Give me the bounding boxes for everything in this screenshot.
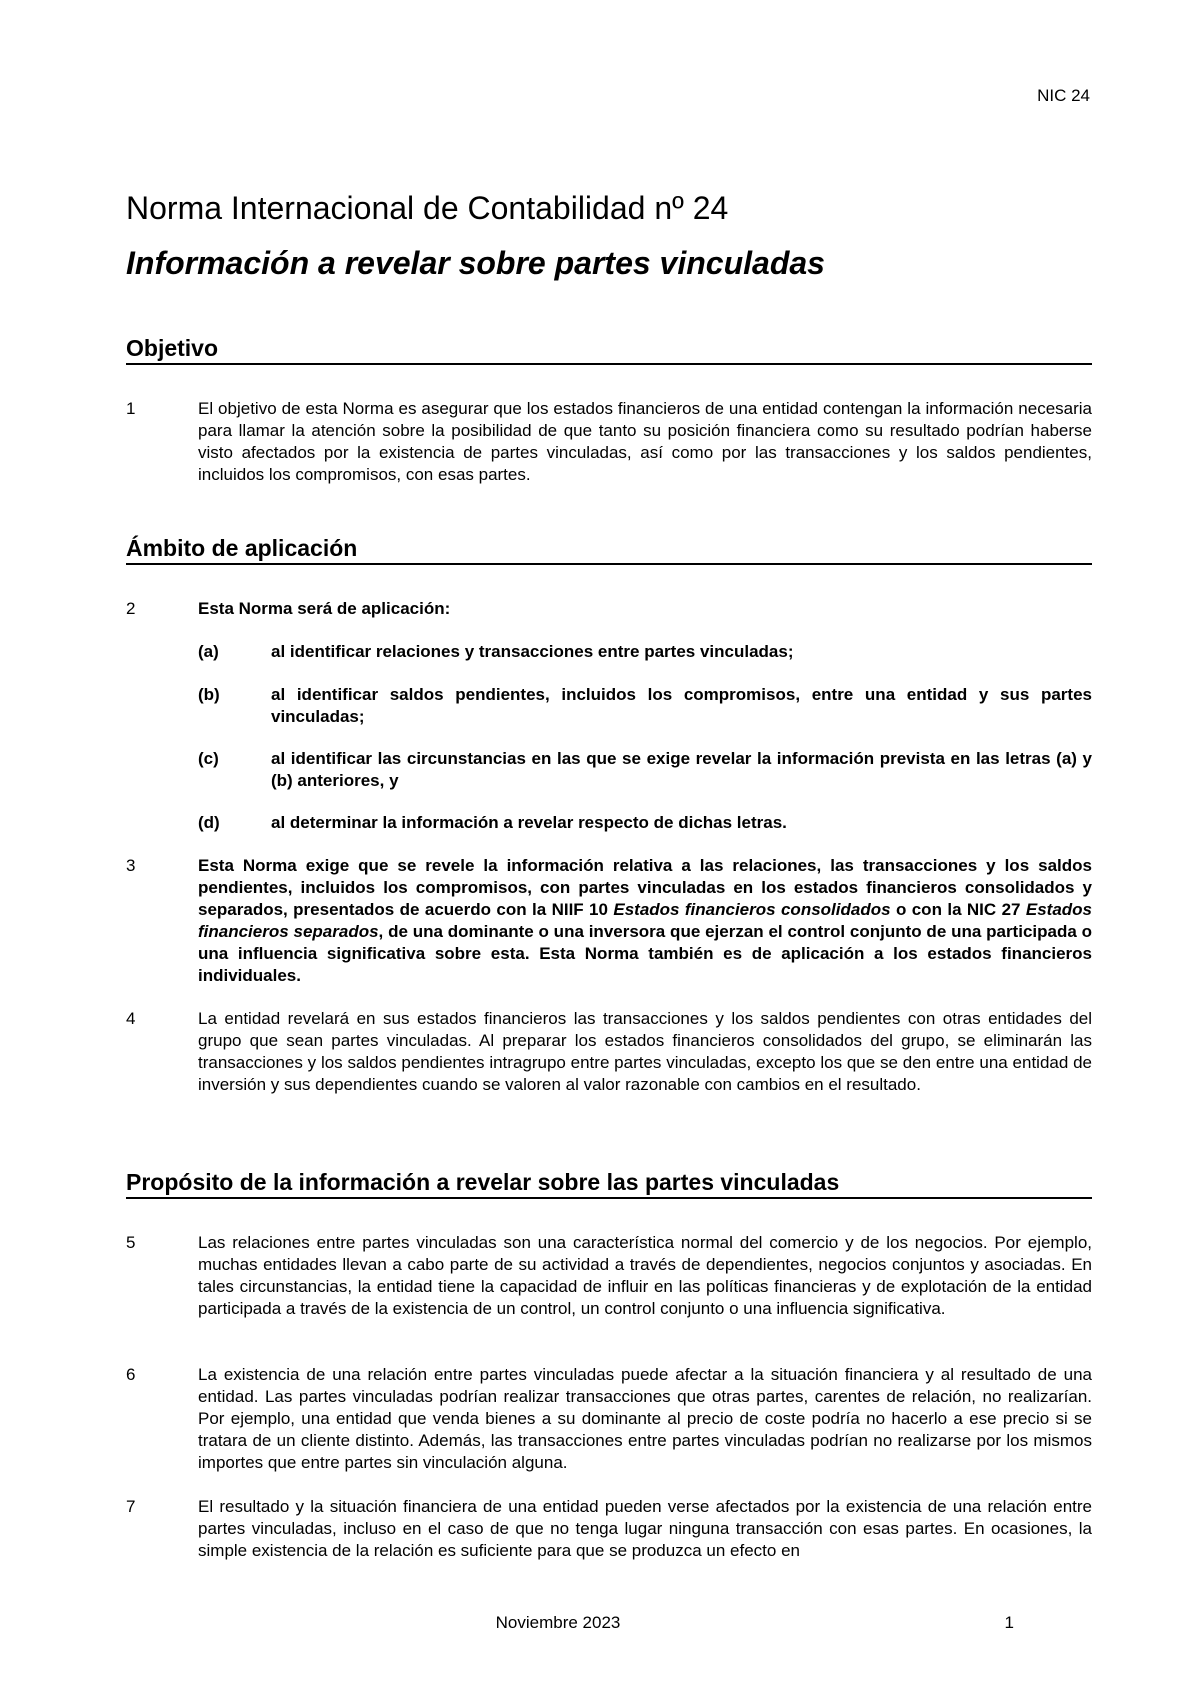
paragraph-3-italic1: Estados financieros consolidados bbox=[613, 900, 891, 919]
paragraph-2-number: 2 bbox=[126, 599, 136, 618]
footer-date: Noviembre 2023 bbox=[495, 1613, 621, 1632]
paragraph-3-italic2: Estados financieros separados bbox=[198, 900, 1093, 941]
document-title: Norma Internacional de Contabilidad nº 24 bbox=[126, 190, 729, 226]
paragraph-6-text: La existencia de una relación entre partes vinculadas puede afectar a la situación financiera y al resultado de una entidad. Las partes vinculadas podrían realizar transacciones que otras partes, carentes de relación, no realizarían. Por ejemplo, una entidad que venda bienes a su dominante al precio de coste podría no hacerlo a ese precio si se tratara de un cliente distinto. Además, las transacciones entre partes vinculadas podrían no realizarse por los mismos importes que entre partes sin vinculación alguna. bbox=[198, 1365, 1092, 1472]
paragraph-2-text: Esta Norma será de aplicación: bbox=[198, 599, 451, 618]
item-a-letter: (a) bbox=[198, 642, 219, 661]
header-standard-code: NIC 24 bbox=[1037, 86, 1090, 105]
paragraph-3-part1: Esta Norma exige que se revele la información relativa a las relaciones, las transacciones y los saldos pendientes, incluidos los compromisos, con partes vinculadas en los estados financieros consolidados y separados, presentados de acuerdo con la NIIF 10 bbox=[198, 856, 1092, 919]
item-c-text: al identificar las circunstancias en las que se exige revelar la información prevista en las letras (a) y (b) anteriores, y bbox=[271, 749, 1092, 790]
paragraph-6-number: 6 bbox=[126, 1365, 136, 1384]
paragraph-3-number: 3 bbox=[126, 856, 136, 875]
section-heading-proposito: Propósito de la información a revelar sobre las partes vinculadas bbox=[126, 1168, 1092, 1199]
paragraph-3-part3: , de una dominante o una inversora que ejerzan el control conjunto de una participada o una influencia significativa sobre esta. Esta Norma también es de aplicación a los estados financieros individuales. bbox=[198, 922, 1092, 985]
paragraph-1-text: El objetivo de esta Norma es asegurar que los estados financieros de una entidad contengan la información necesaria para llamar la atención sobre la posibilidad de que tanto su posición financiera como su resultado podrían haberse visto afectados por la existencia de partes vinculadas, así como por las transacciones y los saldos pendientes, incluidos los compromisos, con esas partes. bbox=[198, 399, 1092, 484]
paragraph-7-text: El resultado y la situación financiera de una entidad pueden verse afectados por la existencia de una relación entre partes vinculadas, incluso en el caso de que no tenga lugar ninguna transacción con esas partes. En ocasiones, la simple existencia de la relación es suficiente para que se produzca un efecto en bbox=[198, 1497, 1092, 1560]
section-heading-ambito: Ámbito de aplicación bbox=[126, 534, 1092, 565]
paragraph-3-text bbox=[198, 855, 1092, 987]
item-b-text: al identificar saldos pendientes, incluidos los compromisos, entre una entidad y sus partes vinculadas; bbox=[271, 685, 1092, 726]
paragraph-4-text: La entidad revelará en sus estados financieros las transacciones y los saldos pendientes con otras entidades del grupo que sean partes vinculadas. Al preparar los estados financieros consolidados del grupo, se eliminarán las transacciones y los saldos pendientes intragrupo entre partes vinculadas, excepto los que se den entre una entidad de inversión y sus dependientes cuando se valoren al valor razonable con cambios en el resultado. bbox=[198, 1009, 1092, 1094]
paragraph-5-text: Las relaciones entre partes vinculadas son una característica normal del comercio y de los negocios. Por ejemplo, muchas entidades llevan a cabo parte de su actividad a través de dependientes, negocios conjuntos y asociadas. En tales circunstancias, la entidad tiene la capacidad de influir en las políticas financieras y de explotación de la entidad participada a través de la existencia de un control, un control conjunto o una influencia significativa. bbox=[198, 1233, 1092, 1318]
item-a-text: al identificar relaciones y transacciones entre partes vinculadas; bbox=[271, 642, 794, 661]
footer-page-number: 1 bbox=[1004, 1613, 1014, 1632]
item-c-letter: (c) bbox=[198, 749, 219, 768]
paragraph-3-part2: o con la NIC 27 bbox=[890, 900, 1026, 919]
item-d-letter: (d) bbox=[198, 813, 220, 832]
paragraph-4-number: 4 bbox=[126, 1009, 136, 1028]
item-b-letter: (b) bbox=[198, 685, 220, 704]
paragraph-5-number: 5 bbox=[126, 1233, 136, 1252]
document-subtitle: Información a revelar sobre partes vinculadas bbox=[126, 245, 825, 281]
paragraph-7-number: 7 bbox=[126, 1497, 136, 1516]
item-d-text: al determinar la información a revelar respecto de dichas letras. bbox=[271, 813, 787, 832]
section-heading-objetivo: Objetivo bbox=[126, 334, 1092, 365]
paragraph-1-number: 1 bbox=[126, 399, 136, 418]
